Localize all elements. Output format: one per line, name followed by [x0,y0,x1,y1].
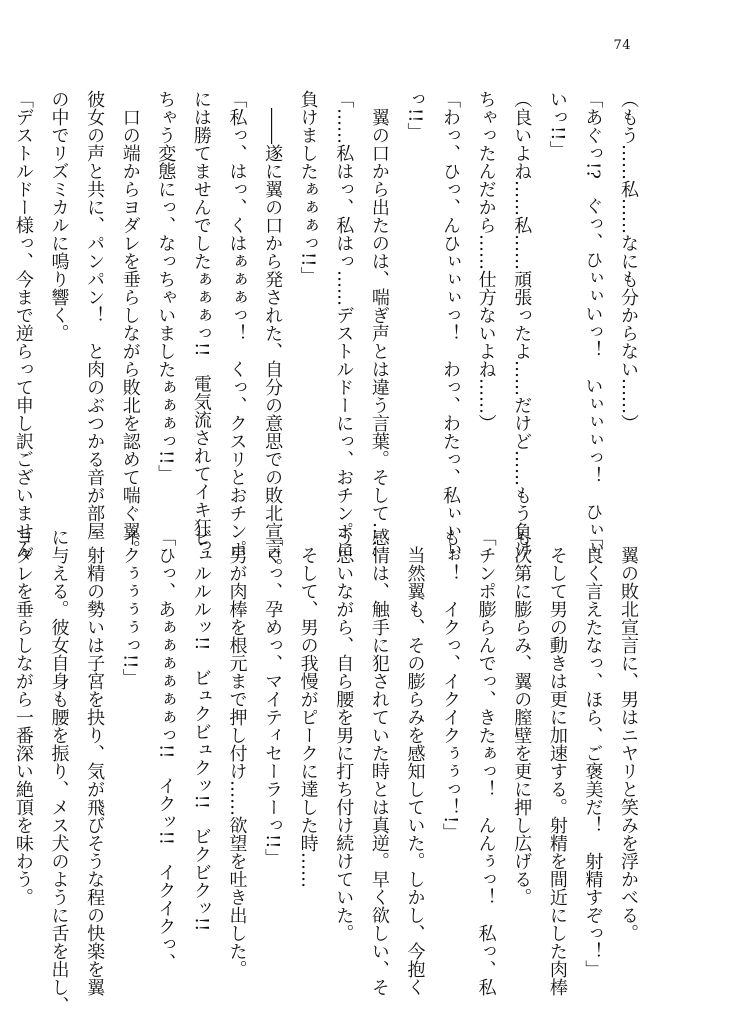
text-line: 口の端からヨダレを垂らしながら敗北を認めて喘ぐ翼。 [119,90,141,558]
text-line [0,528,5,928]
text-line: 「良く言えたなっ、ほら、ご褒美だ！ 射精すぞっ！」 [582,528,604,978]
text-block-bottom [12,528,646,1014]
text-line: う思いながら、自ら腰を男に打ち付け続けていた。 [333,528,355,942]
text-line: 「……私はっ、私はっ……デストルドーにっ、おチンポに [333,90,355,558]
text-line: 「ひっ、あぁぁぁぁぁぁっ!! イクッ!! イクイクっ、 [155,528,177,971]
text-line: いっ!!」 [546,90,568,159]
text-line: 「あぐっ!? ぐっ、ひぃぃいっ！ いぃぃぃっ！ ひぃぃ [582,90,604,557]
text-line: （良いよね……私……頑張ったよ……だけど……もう負け [511,90,533,558]
text-line: （もう……私……なにも分からない……） [618,90,639,432]
text-block-top [12,90,646,576]
text-line: 感情は、触手に犯されていた時とは真逆。早く欲しい、そ [368,528,390,996]
text-line: そして男の動きは更に加速する。射精を間近にした肉棒 [546,528,568,996]
text-line: 翼の敗北宣言に、男はニヤリと笑みを浮かべる。 [618,528,639,942]
text-line: 「デストルドー様っ、今まで逆らって申し訳ございません [12,90,34,558]
text-line: 負けましたぁぁぁっ!!」 [297,90,319,285]
text-line: ビュルルルッ!! ビュクビュクッ!! ビクビクッ!! [190,528,212,932]
text-line: 「私っ、はっ、くはぁぁぁっ！ くっ、クスリとおチンポ [226,90,248,558]
page-number: 74 [613,38,631,53]
text-line: っ!!」 [404,90,426,141]
text-line: ちゃう変態にっ、なっちゃいましたぁぁぁっ!!」 [155,90,177,483]
text-line: もぉ！ イクっ、イクイクぅぅっ！!」 [440,528,462,842]
text-line: 男が肉棒を根元まで押し付け……欲望を吐き出した。 [226,528,248,978]
text-line: ちゃったんだから……仕方ないよね……） [475,90,497,432]
text-line: に与える。彼女自身も腰を振り、メス犬のように舌を出し、 [48,528,70,1014]
text-line: 「チンポ膨らんでっ、きたぁっ！ んんぅっ！ 私っ、私 [475,528,497,996]
text-line: 彼女の声と共に、パンパン！ と肉のぶつかる音が部屋 [84,90,106,540]
text-line: には勝てませんでしたぁぁぁっ!! 電気流されてイキ狂っ [190,90,212,555]
text-line: の中でリズミカルに鳴り響く。 [48,90,70,342]
text-line: も次第に膨らみ、翼の膣壁を更に押し広げる。 [511,528,533,906]
text-line: 翼の口から出たのは、喘ぎ声とは違う言葉。そして…… [368,90,390,558]
text-line: 射精の勢いは子宮を抉り、気が飛びそうな程の快楽を翼 [84,528,106,996]
text-line: ヨダレを垂らしながら一番深い絶頂を味わう。 [12,528,34,906]
text-line [0,90,5,500]
text-line: イクぅぅぅぅっ!!」 [119,528,141,687]
text-line: そして、男の我慢がピークに達した時…… [297,528,319,888]
text-line: 当然翼も、その膨らみを感知していた。しかし、今抱く [404,528,426,996]
text-line: 「わっ、ひっ、んひぃぃぃっ！ わっ、わたっ、私ぃぃぃ [440,90,462,558]
text-line: ――遂に翼の口から発された、自分の意思での敗北宣言。 [262,90,284,576]
text-line: 「ぐっ、孕めっ、マイティセーラーっ!!」 [262,528,284,867]
